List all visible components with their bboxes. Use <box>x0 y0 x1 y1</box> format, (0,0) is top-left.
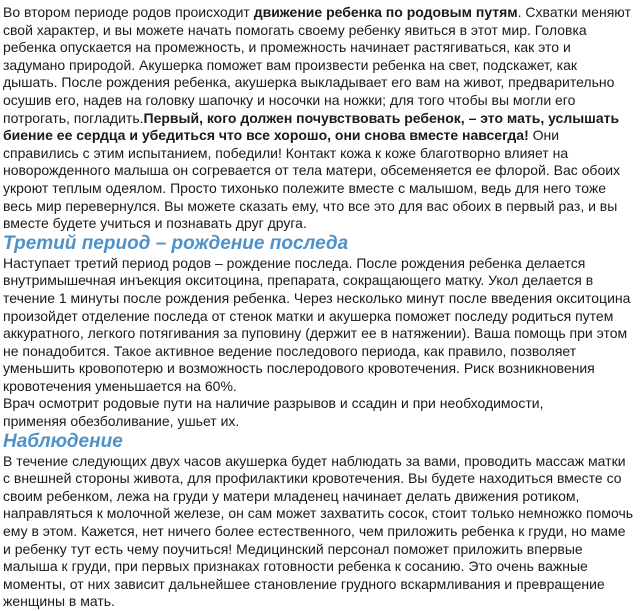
section-two-intro-bold: движение ребенка по родовым путям <box>253 4 518 20</box>
section-two-bold-passage: Первый, кого должен почувствовать ребенок, – это мать, услышать биение ее сердца и убедиться что все хорошо, они снова вместе навсегда! <box>3 109 620 144</box>
third-period-heading: Третий период – рождение последа <box>3 232 349 254</box>
section-two-body: . Схватки меняют свой характер, и вы можете начать помогать своему ребенку явиться в этот мир. Головка ребенка опускается на промежность, и промежность начинает растягиваться, как это и задумано природой. Акушерка поможет вам произвести ребенка на свет, подскажет, как дышать. После рождения ребенка, акушерка выкладывает его вам на живот, предварительно осушив его, надев на головку шапочку и носочки на ножки; для того чтобы вы могли его потрогать, погладить. <box>3 4 631 126</box>
document-page <box>3 4 635 611</box>
section-two-paragraph <box>3 4 635 233</box>
doctor-exam-line-1: Врач осмотрит родовые пути на наличие разрывов и ссадин и при необходимости, <box>3 395 544 412</box>
doctor-exam-line-2: применяя обезболивание, ушьет их. <box>3 413 240 430</box>
section-two-tail: Они справились с этим испытанием, победили! Контакт кожа к коже благотворно влияет на новорожденного малыша он согревается от тела матери, обсеменяется ее флорой. Вас обоих укроют теплым одеялом. Просто тихонько полежите вместе с малышом, ведь для него тоже весь мир перевернулся. Вы можете сказать ему, что все это для вас обоих в первый раз, и вы вместе будете учиться и познавать друг друга. <box>3 127 621 232</box>
observation-heading: Наблюдение <box>3 430 123 452</box>
observation-paragraph: В течение следующих двух часов акушерка будет наблюдать за вами, проводить массаж матки с внешней стороны живота, для профилактики кровотечения. Вы будете находиться вместе со своим ребенком, лежа на груди у матери младенец начинает делать движения ротиком, направляться к молочной железе, он сам может захватить сосок, стоит только немножко помочь ему в этом. Кажется, нет ничего более естественного, чем приложить ребенка к груди, но маме и ребенку тут есть чему поучиться! Медицинский персонал поможет приложить впервые малыша к груди, при первых признаках готовности ребенка к сосанию. Это очень важные моменты, от них зависит дальнейшее становление грудного вскармливания и превращение женщины в мать. <box>3 452 634 610</box>
section-two-intro: Во втором периоде родов происходит <box>3 4 254 20</box>
third-period-paragraph: Наступает третий период родов – рождение последа. После рождения ребенка делается внутримышечная инъекция окситоцина, препарата, сокращающего матку. Укол делается в течение 1 минуты после рождения ребенка. Через несколько минут после введения окситоцина произойдет отделение последа от стенок матки и акушерка поможет последу родиться путем аккуратного, легкого потягивания за пуповину (держит ее в натяжении). Ваша помощь при этом не понадобится. Такое активное ведение последового периода, как правило, позволяет уменьшить кровопотерю и возможность послеродового кровотечения. Риск возникновения кровотечения уменьшается на 60%. <box>3 254 631 394</box>
